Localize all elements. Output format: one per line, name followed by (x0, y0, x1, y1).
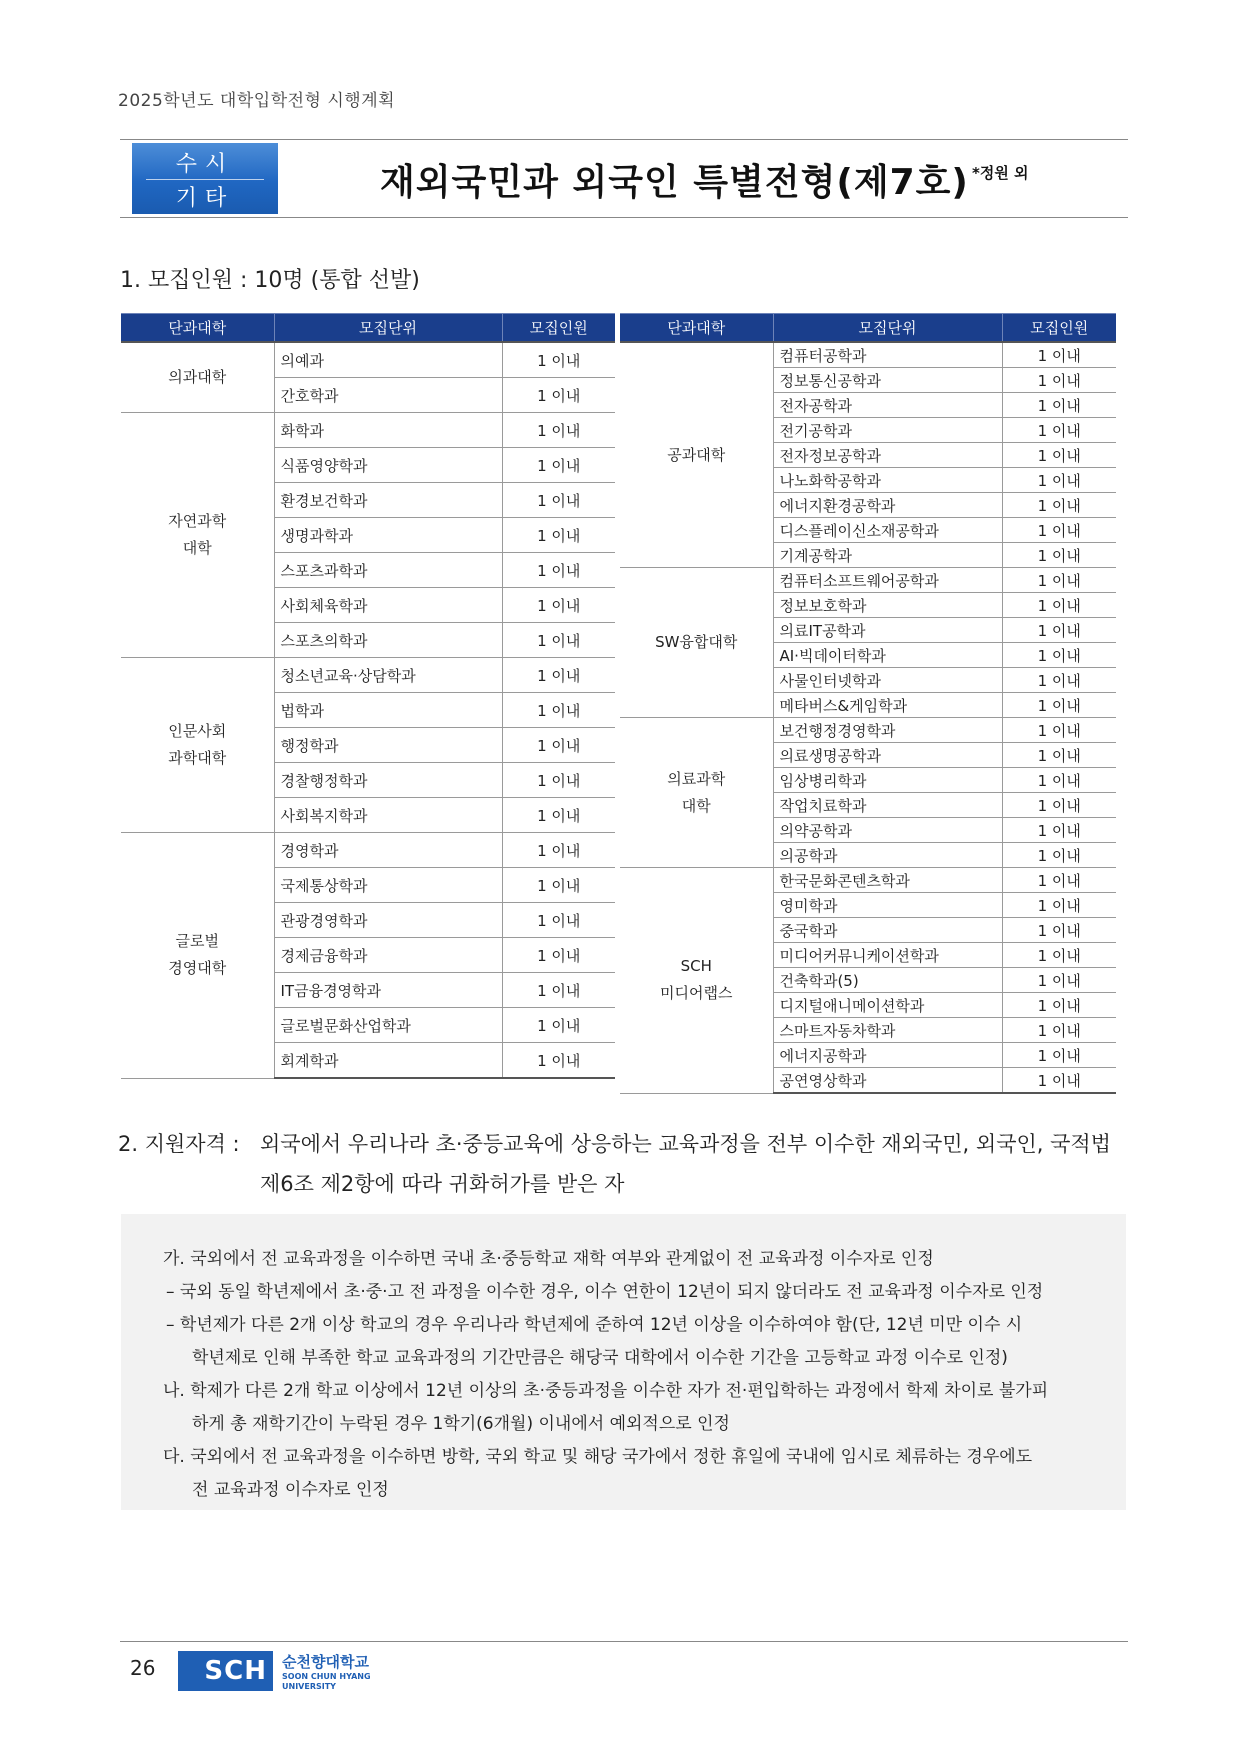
unit-cell: 법학과 (274, 693, 502, 728)
quota-cell: 1 이내 (1002, 468, 1116, 493)
note-da: 다. 국외에서 전 교육과정을 이수하면 방학, 국외 학교 및 해당 국가에서 정한 휴일에 국내에 임시로 체류하는 경우에도 (163, 1447, 1033, 1467)
unit-cell: 의약공학과 (773, 818, 1002, 843)
unit-cell: 전자정보공학과 (773, 443, 1002, 468)
quota-cell: 1 이내 (502, 658, 615, 693)
quota-cell: 1 이내 (502, 903, 615, 938)
unit-cell: 국제통상학과 (274, 868, 502, 903)
page-title: 재외국민과 외국인 특별전형(제7호) (380, 162, 969, 203)
table-row (121, 342, 615, 378)
page-number: 26 (130, 1656, 156, 1680)
quota-cell: 1 이내 (1002, 493, 1116, 518)
quota-cell: 1 이내 (502, 1043, 615, 1079)
sch-logo: SCH (178, 1651, 273, 1691)
note-ga-sub-1: – 국외 동일 학년제에서 초·중·고 전 과정을 이수한 경우, 이수 연한이 12년이 되지 않더라도 전 교육과정 이수자로 인정 (166, 1282, 1044, 1302)
quota-cell: 1 이내 (1002, 768, 1116, 793)
unit-cell: 나노화학공학과 (773, 468, 1002, 493)
section-1-heading: 1. 모집인원 : 10명 (통합 선발) (120, 268, 420, 293)
quota-cell: 1 이내 (502, 518, 615, 553)
unit-cell: 의공학과 (773, 843, 1002, 868)
quota-cell: 1 이내 (1002, 543, 1116, 568)
university-name-ko: 순천향대학교 (282, 1653, 369, 1671)
unit-cell: 스포츠과학과 (274, 553, 502, 588)
unit-cell: 관광경영학과 (274, 903, 502, 938)
quota-note: *정원 외 (972, 164, 1029, 182)
unit-cell: 환경보건학과 (274, 483, 502, 518)
quota-cell: 1 이내 (1002, 793, 1116, 818)
unit-cell: 사물인터넷학과 (773, 668, 1002, 693)
unit-cell: 정보보호학과 (773, 593, 1002, 618)
quota-cell: 1 이내 (502, 1008, 615, 1043)
unit-cell: 전자공학과 (773, 393, 1002, 418)
unit-cell: 의료IT공학과 (773, 618, 1002, 643)
quota-cell: 1 이내 (502, 798, 615, 833)
quota-cell: 1 이내 (502, 448, 615, 483)
quota-cell: 1 이내 (502, 413, 615, 448)
unit-cell: 디스플레이신소재공학과 (773, 518, 1002, 543)
quota-cell: 1 이내 (1002, 643, 1116, 668)
quota-cell: 1 이내 (502, 938, 615, 973)
unit-cell: AI·빅데이터학과 (773, 643, 1002, 668)
unit-cell: 화학과 (274, 413, 502, 448)
college-name: SCH 미디어랩스 (660, 957, 733, 1003)
unit-cell: 의료생명공학과 (773, 743, 1002, 768)
college-name: 의료과학 대학 (667, 769, 726, 815)
quota-cell: 1 이내 (1002, 1068, 1116, 1094)
footer-rule (120, 1641, 1128, 1642)
column-header-unit: 모집단위 (773, 314, 1002, 343)
column-header-quota: 모집인원 (1002, 314, 1116, 343)
eligibility-text-line-2: 제6조 제2항에 따라 귀화허가를 받은 자 (260, 1172, 625, 1196)
quota-cell: 1 이내 (1002, 593, 1116, 618)
college-cell: 의과대학 (121, 342, 274, 413)
badge-divider (146, 179, 264, 180)
unit-cell: 간호학과 (274, 378, 502, 413)
unit-cell: 에너지환경공학과 (773, 493, 1002, 518)
note-ga-sub-2-cont: 학년제로 인해 부족한 학교 교육과정의 기간만큼은 해당국 대학에서 이수한 기간을 고등학교 과정 이수로 인정) (192, 1348, 1008, 1368)
quota-cell: 1 이내 (502, 728, 615, 763)
unit-cell: 전기공학과 (773, 418, 1002, 443)
unit-cell: 글로벌문화산업학과 (274, 1008, 502, 1043)
admission-table-left-body (121, 342, 615, 1078)
quota-cell: 1 이내 (1002, 518, 1116, 543)
college-cell (620, 718, 773, 868)
unit-cell: 회계학과 (274, 1043, 502, 1079)
note-ga-sub-2: – 학년제가 다른 2개 이상 학교의 경우 우리나라 학년제에 준하여 12년 이상을 이수하여야 함(단, 12년 미만 이수 시 (166, 1315, 1023, 1335)
unit-cell: 생명과학과 (274, 518, 502, 553)
table-row (620, 342, 1116, 368)
quota-cell: 1 이내 (502, 342, 615, 378)
note-na-cont: 하게 총 재학기간이 누락된 경우 1학기(6개월) 이내에서 예외적으로 인정 (192, 1414, 730, 1434)
quota-cell: 1 이내 (1002, 393, 1116, 418)
quota-cell: 1 이내 (502, 868, 615, 903)
quota-cell: 1 이내 (1002, 443, 1116, 468)
unit-cell: 경영학과 (274, 833, 502, 868)
table-row (620, 868, 1116, 893)
quota-cell: 1 이내 (1002, 868, 1116, 893)
quota-cell: 1 이내 (502, 763, 615, 798)
quota-cell: 1 이내 (1002, 893, 1116, 918)
quota-cell: 1 이내 (1002, 368, 1116, 393)
eligibility-text-line-1: 외국에서 우리나라 초·중등교육에 상응하는 교육과정을 전부 이수한 재외국민, 외국인, 국적법 (260, 1132, 1111, 1156)
unit-cell: 경제금융학과 (274, 938, 502, 973)
college-cell (121, 413, 274, 658)
category-badge (132, 143, 278, 214)
university-name-en-1: SOON CHUN HYANG (282, 1672, 371, 1681)
quota-cell: 1 이내 (1002, 843, 1116, 868)
table-row (620, 568, 1116, 593)
unit-cell: 임상병리학과 (773, 768, 1002, 793)
unit-cell: 경찰행정학과 (274, 763, 502, 798)
admission-table-left (121, 313, 615, 1079)
table-row (121, 658, 615, 693)
college-name: 글로벌 경영대학 (168, 932, 227, 978)
unit-cell: 행정학과 (274, 728, 502, 763)
running-header: 2025학년도 대학입학전형 시행계획 (118, 91, 396, 111)
quota-cell: 1 이내 (502, 378, 615, 413)
quota-cell: 1 이내 (1002, 668, 1116, 693)
quota-cell: 1 이내 (1002, 418, 1116, 443)
quota-cell: 1 이내 (1002, 943, 1116, 968)
unit-cell: 정보통신공학과 (773, 368, 1002, 393)
college-name: 인문사회 과학대학 (168, 722, 227, 767)
note-na: 나. 학제가 다른 2개 학교 이상에서 12년 이상의 초·중등과정을 이수한 자가 전·편입학하는 과정에서 학제 차이로 불가피 (163, 1381, 1049, 1401)
admission-table-right-body (620, 342, 1116, 1093)
unit-cell: 식품영양학과 (274, 448, 502, 483)
quota-cell: 1 이내 (1002, 1043, 1116, 1068)
college-name: 자연과학 대학 (168, 512, 227, 557)
quota-cell: 1 이내 (1002, 718, 1116, 743)
unit-cell: 청소년교육·상담학과 (274, 658, 502, 693)
unit-cell: 디지털애니메이션학과 (773, 993, 1002, 1018)
quota-cell: 1 이내 (1002, 568, 1116, 593)
admission-table-right (620, 313, 1116, 1094)
quota-cell: 1 이내 (1002, 342, 1116, 368)
quota-cell: 1 이내 (1002, 968, 1116, 993)
college-cell: SW융합대학 (620, 568, 773, 718)
quota-cell: 1 이내 (502, 973, 615, 1008)
unit-cell: 영미학과 (773, 893, 1002, 918)
quota-cell: 1 이내 (1002, 918, 1116, 943)
badge-line-2: 기타 (175, 186, 235, 211)
eligibility-notes-box (121, 1214, 1126, 1510)
quota-cell: 1 이내 (1002, 1018, 1116, 1043)
college-cell (121, 833, 274, 1079)
unit-cell: IT금융경영학과 (274, 973, 502, 1008)
university-name-en-2: UNIVERSITY (282, 1682, 336, 1691)
quota-cell: 1 이내 (502, 833, 615, 868)
column-header-unit: 모집단위 (274, 314, 502, 343)
unit-cell: 사회복지학과 (274, 798, 502, 833)
unit-cell: 메타버스&게임학과 (773, 693, 1002, 718)
quota-cell: 1 이내 (502, 553, 615, 588)
note-ga: 가. 국외에서 전 교육과정을 이수하면 국내 초·중등학교 재학 여부와 관계없이 전 교육과정 이수자로 인정 (163, 1249, 934, 1269)
unit-cell: 건축학과(5) (773, 968, 1002, 993)
unit-cell: 에너지공학과 (773, 1043, 1002, 1068)
quota-cell: 1 이내 (1002, 743, 1116, 768)
table-row (121, 833, 615, 868)
quota-cell: 1 이내 (502, 623, 615, 658)
table-row (121, 413, 615, 448)
unit-cell: 작업치료학과 (773, 793, 1002, 818)
unit-cell: 컴퓨터공학과 (773, 342, 1002, 368)
unit-cell: 보건행정경영학과 (773, 718, 1002, 743)
college-cell (620, 868, 773, 1094)
unit-cell: 의예과 (274, 342, 502, 378)
table-row (620, 718, 1116, 743)
unit-cell: 한국문화콘텐츠학과 (773, 868, 1002, 893)
badge-line-1: 수시 (175, 152, 235, 177)
quota-cell: 1 이내 (502, 588, 615, 623)
unit-cell: 공연영상학과 (773, 1068, 1002, 1094)
title-band (120, 139, 1128, 218)
column-header-quota: 모집인원 (502, 314, 615, 343)
unit-cell: 중국학과 (773, 918, 1002, 943)
column-header-college: 단과대학 (620, 314, 773, 343)
quota-cell: 1 이내 (502, 483, 615, 518)
section-2-heading: 2. 지원자격 : (118, 1132, 240, 1156)
unit-cell: 미디어커뮤니케이션학과 (773, 943, 1002, 968)
note-da-cont: 전 교육과정 이수자로 인정 (192, 1480, 389, 1500)
quota-cell: 1 이내 (1002, 818, 1116, 843)
quota-cell: 1 이내 (1002, 618, 1116, 643)
college-cell (121, 658, 274, 833)
unit-cell: 기계공학과 (773, 543, 1002, 568)
unit-cell: 스마트자동차학과 (773, 1018, 1002, 1043)
quota-cell: 1 이내 (1002, 993, 1116, 1018)
unit-cell: 스포츠의학과 (274, 623, 502, 658)
unit-cell: 컴퓨터소프트웨어공학과 (773, 568, 1002, 593)
college-cell: 공과대학 (620, 342, 773, 568)
column-header-college: 단과대학 (121, 314, 274, 343)
unit-cell: 사회체육학과 (274, 588, 502, 623)
quota-cell: 1 이내 (502, 693, 615, 728)
quota-cell: 1 이내 (1002, 693, 1116, 718)
